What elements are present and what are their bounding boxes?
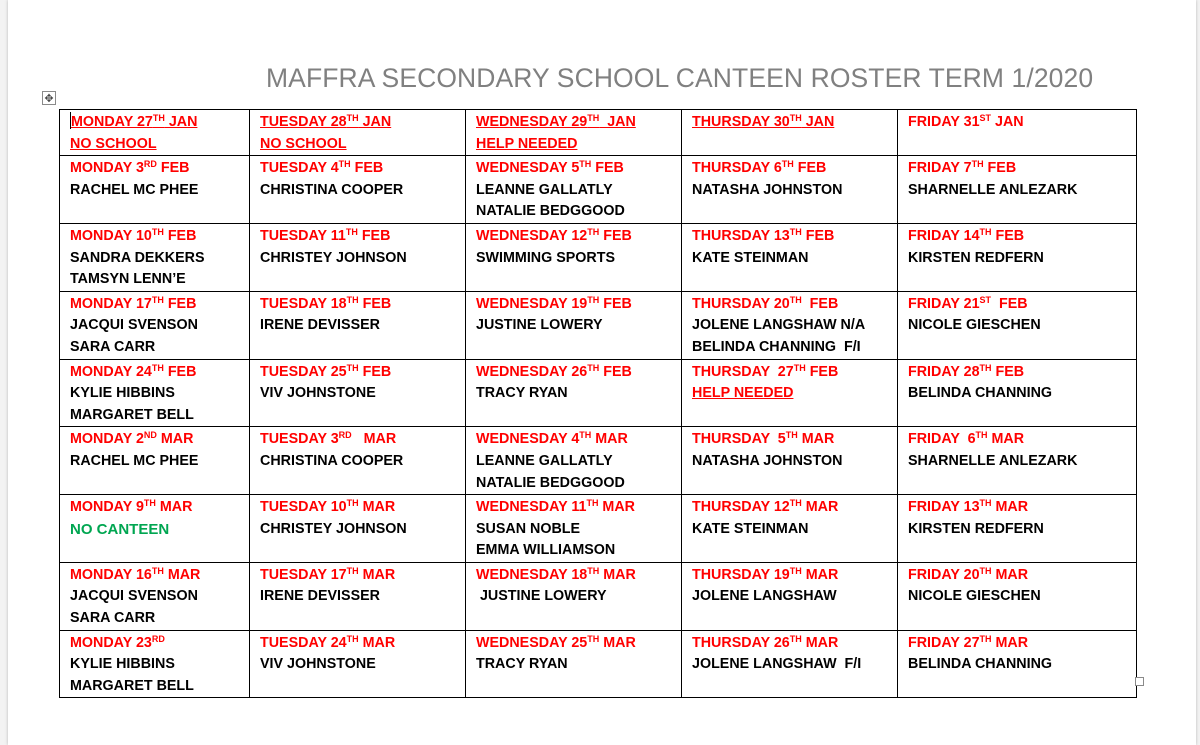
day-text: MONDAY 10 (70, 227, 152, 244)
day-label (260, 158, 465, 180)
volunteer-name: CHRISTINA COOPER (260, 181, 404, 198)
day-label (476, 112, 681, 134)
day-label (692, 294, 897, 316)
day-month: MAR (358, 499, 396, 516)
day-month: MAR (598, 499, 635, 516)
day-month: FEB (163, 363, 197, 380)
roster-cell[interactable] (898, 427, 1137, 495)
day-ordinal: TH (789, 294, 802, 305)
day-month: MAR (591, 431, 628, 448)
roster-cell[interactable] (60, 495, 250, 563)
day-text: WEDNESDAY 19 (476, 295, 588, 312)
day-month: FEB (801, 227, 835, 244)
day-label (70, 565, 249, 587)
volunteer-name: JUSTINE LOWERY (476, 317, 603, 334)
day-label (476, 362, 681, 384)
day-label (476, 565, 681, 587)
roster-cell[interactable] (682, 359, 898, 427)
day-text: MONDAY 23 (70, 634, 152, 651)
day-month: FEB (599, 295, 632, 312)
day-ordinal: TH (789, 633, 802, 644)
day-ordinal: TH (979, 362, 992, 373)
roster-cell[interactable] (898, 110, 1137, 156)
volunteer-name: EMMA WILLIAMSON (476, 542, 616, 559)
day-month: FEB (591, 160, 624, 177)
volunteer-name: CHRISTINA COOPER (260, 452, 404, 469)
volunteer-name: SHARNELLE ANLEZARK (908, 181, 1078, 198)
roster-cell[interactable] (682, 156, 898, 224)
day-label (476, 429, 681, 451)
volunteer-name: NATALIE BEDGGOOD (476, 203, 625, 220)
volunteer-name: IRENE DEVISSER (260, 317, 380, 334)
day-ordinal: TH (793, 362, 806, 373)
day-ordinal: TH (151, 565, 164, 576)
day-label (476, 158, 681, 180)
day-label (260, 112, 465, 134)
roster-row (60, 562, 1137, 630)
day-text: TUESDAY 3 (260, 431, 339, 448)
roster-cell[interactable] (60, 359, 250, 427)
roster-cell[interactable] (466, 630, 682, 698)
day-month: FEB (599, 363, 632, 380)
day-ordinal: TH (143, 498, 156, 509)
day-ordinal: TH (346, 633, 359, 644)
day-ordinal: TH (151, 226, 164, 237)
volunteer-name: JACQUI SVENSON (70, 317, 198, 334)
day-text: THURSDAY 19 (692, 566, 790, 583)
day-label (908, 362, 1136, 384)
day-label (260, 429, 465, 451)
volunteer-name: SHARNELLE ANLEZARK (908, 452, 1078, 469)
day-ordinal: TH (346, 565, 359, 576)
day-text: TUESDAY 18 (260, 295, 347, 312)
day-text: FRIDAY 14 (908, 227, 980, 244)
day-label (908, 112, 1136, 134)
day-ordinal: TH (338, 159, 351, 170)
day-ordinal: TH (971, 159, 984, 170)
roster-table (59, 109, 1137, 698)
volunteer-name: HELP NEEDED (692, 385, 794, 402)
day-text: MONDAY 27 (71, 114, 153, 130)
day-text: MONDAY 24 (70, 363, 152, 380)
day-ordinal: RD (151, 633, 165, 644)
day-text: WEDNESDAY 4 (476, 431, 580, 448)
day-text: MONDAY 9 (70, 499, 144, 516)
roster-row (60, 495, 1137, 563)
day-label (70, 158, 249, 180)
volunteer-name: KYLIE HIBBINS (70, 656, 175, 673)
roster-row (60, 630, 1137, 698)
day-month: FEB (983, 160, 1017, 177)
roster-cell[interactable] (466, 495, 682, 563)
volunteer-name: SUSAN NOBLE (476, 520, 581, 537)
volunteer-name: JUSTINE LOWERY (476, 588, 607, 605)
day-month: FEB (805, 363, 839, 380)
day-text: MONDAY 16 (70, 566, 152, 583)
day-text: MONDAY 3 (70, 160, 144, 177)
roster-cell[interactable] (250, 359, 466, 427)
volunteer-name: NO SCHOOL (260, 135, 347, 152)
roster-cell[interactable] (898, 156, 1137, 224)
day-ordinal: RD (338, 430, 352, 441)
roster-row (60, 156, 1137, 224)
day-ordinal: ND (143, 430, 157, 441)
move-icon: ✥ (44, 91, 54, 105)
day-label (70, 497, 249, 519)
day-month: JAN (358, 114, 392, 130)
roster-cell[interactable] (466, 291, 682, 359)
volunteer-name: VIV JOHNSTONE (260, 385, 376, 402)
roster-cell[interactable] (898, 562, 1137, 630)
day-month: MAR (797, 431, 835, 448)
day-month: JAN (801, 114, 835, 130)
volunteer-name: CHRISTEY JOHNSON (260, 249, 407, 266)
day-month: FEB (991, 227, 1025, 244)
day-label (908, 294, 1136, 316)
day-text: FRIDAY 21 (908, 295, 980, 312)
day-label (70, 633, 249, 655)
roster-cell[interactable] (898, 359, 1137, 427)
day-text: WEDNESDAY 26 (476, 363, 588, 380)
roster-cell[interactable] (682, 630, 898, 698)
day-text: THURSDAY 13 (692, 227, 790, 244)
day-ordinal: TH (587, 633, 600, 644)
day-ordinal: TH (979, 498, 992, 509)
day-month: MAR (991, 634, 1029, 651)
day-ordinal: TH (151, 294, 164, 305)
day-ordinal: TH (785, 430, 798, 441)
day-ordinal: TH (345, 226, 358, 237)
day-text: WEDNESDAY 12 (476, 227, 588, 244)
day-label (692, 226, 897, 248)
day-text: TUESDAY 11 (260, 227, 346, 244)
day-month: FEB (801, 295, 839, 312)
day-month: MAR (351, 431, 397, 448)
roster-cell[interactable] (898, 630, 1137, 698)
day-ordinal: TH (587, 362, 600, 373)
volunteer-name: TAMSYN LENN’E (70, 271, 186, 288)
day-ordinal: TH (789, 226, 802, 237)
table-move-handle[interactable] (42, 91, 56, 105)
day-ordinal: TH (151, 362, 164, 373)
day-month: MAR (991, 499, 1029, 516)
volunteer-name: NICOLE GIESCHEN (908, 588, 1041, 605)
day-ordinal: TH (587, 226, 600, 237)
day-label (692, 565, 897, 587)
volunteer-name: JACQUI SVENSON (70, 588, 198, 605)
day-month: MAR (599, 634, 636, 651)
day-month: FEB (163, 227, 197, 244)
day-label (476, 497, 681, 519)
roster-cell[interactable] (898, 223, 1137, 291)
day-label (692, 112, 897, 134)
day-text: THURSDAY 5 (692, 431, 786, 448)
day-text: MONDAY 17 (70, 295, 152, 312)
day-month: FEB (991, 363, 1025, 380)
volunteer-name: KIRSTEN REDFERN (908, 520, 1044, 537)
volunteer-name: SWIMMING SPORTS (476, 249, 615, 266)
roster-cell[interactable] (60, 156, 250, 224)
volunteer-name: TRACY RYAN (476, 656, 568, 673)
roster-row (60, 291, 1137, 359)
table-resize-handle[interactable] (1135, 677, 1144, 686)
volunteer-name: KYLIE HIBBINS (70, 385, 175, 402)
roster-row (60, 359, 1137, 427)
volunteer-name: NO SCHOOL (70, 135, 157, 152)
volunteer-name: NATASHA JOHNSTON (692, 181, 843, 198)
day-month: MAR (599, 566, 636, 583)
roster-cell[interactable] (60, 630, 250, 698)
day-text: TUESDAY 28 (260, 114, 347, 130)
roster-cell[interactable] (898, 291, 1137, 359)
day-text: FRIDAY 27 (908, 634, 980, 651)
day-label (476, 633, 681, 655)
day-ordinal: RD (143, 159, 157, 170)
day-ordinal: TH (579, 159, 592, 170)
roster-cell[interactable] (682, 495, 898, 563)
roster-cell[interactable] (60, 223, 250, 291)
day-month: MAR (156, 431, 194, 448)
day-month: FEB (163, 295, 197, 312)
day-label (260, 633, 465, 655)
day-month: FEB (156, 160, 190, 177)
day-ordinal: ST (979, 294, 992, 305)
roster-row (60, 427, 1137, 495)
volunteer-name: KATE STEINMAN (692, 520, 809, 537)
roster-cell[interactable] (250, 223, 466, 291)
day-ordinal: TH (979, 226, 992, 237)
day-month: MAR (358, 566, 396, 583)
day-month: FEB (357, 227, 391, 244)
roster-cell[interactable] (682, 291, 898, 359)
day-text: WEDNESDAY 29 (476, 114, 588, 130)
day-text: THURSDAY 26 (692, 634, 790, 651)
day-month: JAN (991, 114, 1024, 130)
day-ordinal: TH (586, 498, 599, 509)
day-month: FEB (358, 363, 392, 380)
day-ordinal: TH (579, 430, 592, 441)
day-text: TUESDAY 25 (260, 363, 347, 380)
day-label (70, 429, 249, 451)
day-text: TUESDAY 17 (260, 566, 347, 583)
day-ordinal: TH (789, 498, 802, 509)
roster-row (60, 223, 1137, 291)
day-month: FEB (991, 295, 1028, 312)
volunteer-name: JOLENE LANGSHAW F/I (692, 656, 862, 673)
day-text: FRIDAY 20 (908, 566, 980, 583)
day-month: FEB (350, 160, 384, 177)
volunteer-name: JOLENE LANGSHAW N/A (692, 317, 866, 334)
day-label (260, 497, 465, 519)
day-month: MAR (801, 566, 839, 583)
day-label (476, 226, 681, 248)
roster-cell[interactable] (250, 562, 466, 630)
roster-cell[interactable] (60, 562, 250, 630)
day-label (260, 294, 465, 316)
roster-cell[interactable] (682, 223, 898, 291)
volunteer-name: BELINDA CHANNING F/I (692, 338, 861, 355)
roster-cell[interactable] (466, 427, 682, 495)
day-ordinal: TH (346, 498, 359, 509)
day-month: MAR (801, 634, 839, 651)
day-label (70, 362, 249, 384)
roster-cell[interactable] (466, 110, 682, 156)
day-label (692, 362, 897, 384)
roster-cell[interactable] (250, 110, 466, 156)
volunteer-name: BELINDA CHANNING (908, 656, 1053, 673)
volunteer-name: CHRISTEY JOHNSON (260, 520, 407, 537)
day-month: FEB (599, 227, 632, 244)
volunteer-name: NATALIE BEDGGOOD (476, 474, 625, 491)
day-ordinal: TH (587, 294, 600, 305)
volunteer-name: IRENE DEVISSER (260, 588, 380, 605)
roster-cell[interactable] (682, 110, 898, 156)
day-ordinal: TH (781, 159, 794, 170)
day-label (908, 633, 1136, 655)
day-text: WEDNESDAY 25 (476, 634, 588, 651)
day-text: THURSDAY 30 (692, 114, 790, 130)
day-text: WEDNESDAY 5 (476, 160, 580, 177)
volunteer-name: NICOLE GIESCHEN (908, 317, 1041, 334)
day-label (908, 226, 1136, 248)
day-label (692, 633, 897, 655)
volunteer-name: BELINDA CHANNING (908, 385, 1053, 402)
volunteer-name: KIRSTEN REDFERN (908, 249, 1044, 266)
roster-cell[interactable] (250, 156, 466, 224)
page-title: MAFFRA SECONDARY SCHOOL CANTEEN ROSTER TERM 1/2020 (266, 63, 1094, 93)
day-month: MAR (987, 431, 1025, 448)
day-ordinal: TH (587, 565, 600, 576)
volunteer-name: MARGARET BELL (70, 406, 194, 423)
day-label (692, 158, 897, 180)
day-label (908, 429, 1136, 451)
day-ordinal: TH (346, 362, 359, 373)
day-ordinal: TH (152, 113, 165, 123)
volunteer-name: SARA CARR (70, 610, 156, 627)
roster-cell[interactable] (250, 495, 466, 563)
day-label (260, 362, 465, 384)
volunteer-name: RACHEL MC PHEE (70, 181, 199, 198)
day-month: MAR (163, 566, 201, 583)
day-ordinal: TH (587, 113, 600, 123)
roster-cell[interactable] (466, 359, 682, 427)
roster-cell[interactable] (60, 291, 250, 359)
day-text: FRIDAY 7 (908, 160, 972, 177)
day-ordinal: TH (979, 633, 992, 644)
roster-cell[interactable] (60, 427, 250, 495)
volunteer-name: KATE STEINMAN (692, 249, 809, 266)
day-month: JAN (164, 114, 198, 130)
volunteer-name: HELP NEEDED (476, 135, 578, 152)
day-ordinal: TH (979, 565, 992, 576)
day-text: MONDAY 2 (70, 431, 144, 448)
day-text: TUESDAY 10 (260, 499, 347, 516)
day-text: WEDNESDAY 11 (476, 499, 587, 516)
volunteer-name: TRACY RYAN (476, 385, 568, 402)
day-label (908, 497, 1136, 519)
volunteer-name: SARA CARR (70, 338, 156, 355)
day-ordinal: ST (979, 113, 992, 123)
day-text: WEDNESDAY 18 (476, 566, 588, 583)
day-text: FRIDAY 31 (908, 114, 980, 130)
volunteer-name: MARGARET BELL (70, 677, 194, 694)
roster-cell[interactable] (466, 156, 682, 224)
volunteer-name: JOLENE LANGSHAW (692, 588, 837, 605)
volunteer-name: NO CANTEEN (70, 520, 170, 538)
day-text: THURSDAY 27 (692, 363, 794, 380)
day-label (70, 294, 249, 316)
day-ordinal: TH (346, 113, 359, 123)
day-label (260, 565, 465, 587)
volunteer-name: SANDRA DEKKERS (70, 249, 205, 266)
day-ordinal: TH (346, 294, 359, 305)
roster-cell[interactable] (466, 223, 682, 291)
day-label (260, 226, 465, 248)
roster-cell[interactable] (60, 110, 250, 156)
day-text: TUESDAY 4 (260, 160, 339, 177)
volunteer-name: LEANNE GALLATLY (476, 452, 613, 469)
day-ordinal: TH (789, 565, 802, 576)
roster-cell[interactable] (250, 630, 466, 698)
day-label (692, 497, 897, 519)
roster-cell[interactable] (250, 427, 466, 495)
day-text: THURSDAY 12 (692, 499, 790, 516)
day-month: MAR (991, 566, 1029, 583)
day-label (692, 429, 897, 451)
day-text: THURSDAY 6 (692, 160, 782, 177)
day-month: MAR (155, 499, 193, 516)
day-ordinal: TH (975, 430, 988, 441)
roster-cell[interactable] (682, 427, 898, 495)
volunteer-name: RACHEL MC PHEE (70, 452, 199, 469)
day-ordinal: TH (789, 113, 802, 123)
day-label (70, 112, 249, 134)
day-text: THURSDAY 20 (692, 295, 790, 312)
volunteer-name: NATASHA JOHNSTON (692, 452, 843, 469)
volunteer-name: LEANNE GALLATLY (476, 181, 613, 198)
roster-cell[interactable] (466, 562, 682, 630)
day-label (70, 226, 249, 248)
day-label (908, 565, 1136, 587)
roster-row (60, 110, 1137, 156)
day-month: FEB (358, 295, 392, 312)
day-text: FRIDAY 6 (908, 431, 976, 448)
volunteer-name: VIV JOHNSTONE (260, 656, 376, 673)
roster-cell[interactable] (898, 495, 1137, 563)
day-label (908, 158, 1136, 180)
day-text: FRIDAY 28 (908, 363, 980, 380)
day-label (476, 294, 681, 316)
day-month: MAR (358, 634, 396, 651)
roster-cell[interactable] (682, 562, 898, 630)
day-text: TUESDAY 24 (260, 634, 347, 651)
day-month: JAN (599, 114, 636, 130)
day-month: FEB (793, 160, 827, 177)
day-text: FRIDAY 13 (908, 499, 980, 516)
day-month: MAR (801, 499, 839, 516)
roster-cell[interactable] (250, 291, 466, 359)
